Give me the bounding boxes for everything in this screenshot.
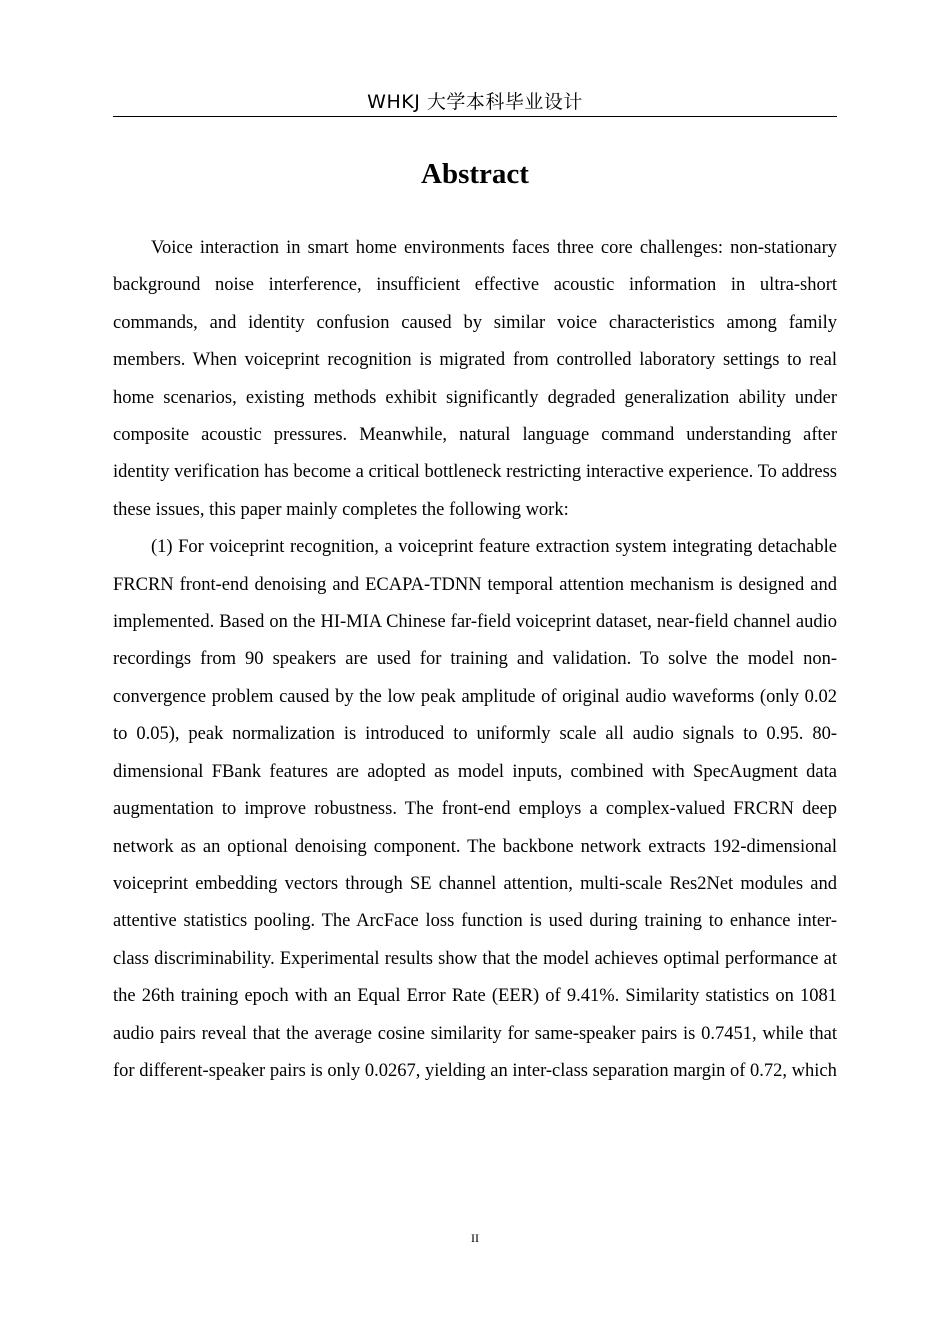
abstract-body: [113, 230, 837, 1090]
page-title: Abstract: [421, 158, 529, 190]
abstract-paragraph-voiceprint: (1) For voiceprint recognition, a voiceprint feature extraction system integrating detachable FRCRN front-end denoising and ECAPA-TDNN temporal attention mechanism is designed and implemented. Based on the HI-MIA Chinese far-field voiceprint dataset, near-field channel audio recordings from 90 speakers are used for training and validation. To solve the model non-convergence problem caused by the low peak amplitude of original audio waveforms (only 0.02 to 0.05), peak normalization is introduced to uniformly scale all audio signals to 0.95. 80-dimensional FBank features are adopted as model inputs, combined with SpecAugment data augmentation to improve robustness. The front-end employs a complex-valued FRCRN deep network as an optional denoising component. The backbone network extracts 192-dimensional voiceprint embedding vectors through SE channel attention, multi-scale Res2Net modules and attentive statistics pooling. The ArcFace loss function is used during training to enhance inter-class discriminability. Experimental results show that the model achieves optimal performance at the 26th training epoch with an Equal Error Rate (EER) of 9.41%. Similarity statistics on 1081 audio pairs reveal that the average cosine similarity for same-speaker pairs is 0.7451, while that for different-speaker pairs is only 0.0267, yielding an inter-class separation margin of 0.72, which: [113, 537, 837, 1081]
running-header-title: WHKJ 大学本科毕业设计: [367, 91, 583, 113]
page-number: II: [471, 1231, 479, 1245]
header-divider: [113, 116, 837, 117]
abstract-paragraph-intro: Voice interaction in smart home environments faces three core challenges: non-stationary background noise interference, insufficient effective acoustic information in ultra-short commands, and identity confusion caused by similar voice characteristics among family members. When voiceprint recognition is migrated from controlled laboratory settings to real home scenarios, existing methods exhibit significantly degraded generalization ability under composite acoustic pressures. Meanwhile, natural language command understanding after identity verification has become a critical bottleneck restricting interactive experience. To address these issues, this paper mainly completes the following work:: [113, 238, 837, 520]
